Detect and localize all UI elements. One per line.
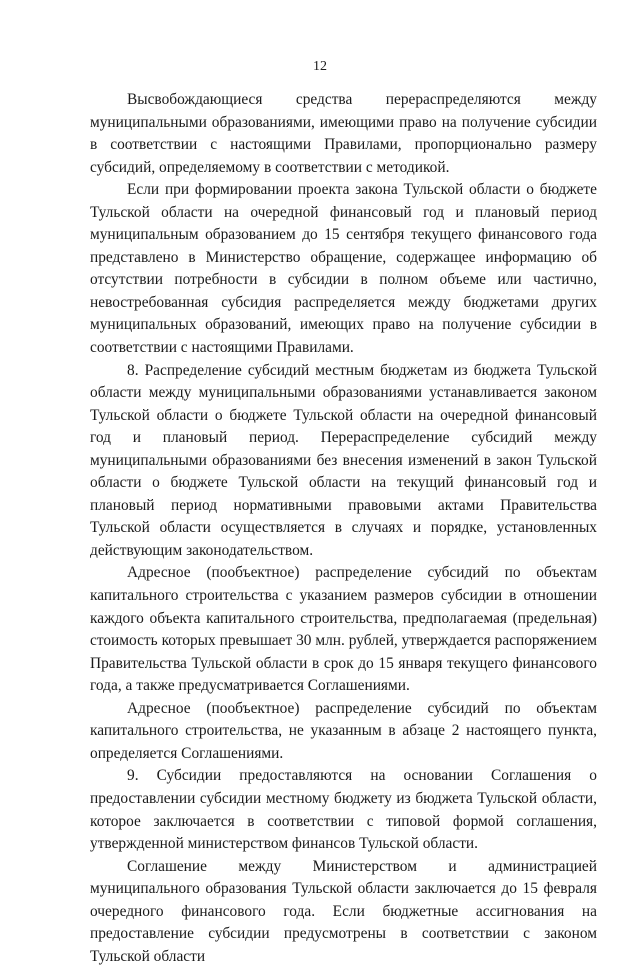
paragraph-address-distribution-other: Адресное (пообъектное) распределение субсидий по объектам капитального строительства, не указанным в абзаце 2 настоящего пункта, определяется Соглашениями.	[90, 699, 597, 762]
document-body	[90, 89, 597, 968]
paragraph-item-9: 9. Субсидии предоставляются на основании Соглашения о предоставлении субсидии местному бюджету из бюджета Тульской области, которое заключается в соответствии с типовой формой соглашения, утвержденной министерством финансов Тульской области.	[90, 767, 597, 853]
paragraph-redistribution: Высвобождающиеся средства перераспределяются между муниципальными образованиями, имеющими право на получение субсидии в соответствии с настоящими Правилами, пропорционально размеру субсидий, определяемому в соответствии с методикой.	[90, 91, 597, 176]
paragraph-item-8: 8. Распределение субсидий местным бюджетам из бюджета Тульской области между муниципальными образованиями устанавливается законом Тульской области о бюджете Тульской области на очередной финансовый год и плановый период. Перераспределение субсидий между муниципальными образованиями без внесения изменений в закон Тульской области о бюджете Тульской области на текущий финансовый год и плановый период нормативными правовыми актами Правительства Тульской области осуществляется в случаях и порядке, установленных действующим законодательством.	[90, 361, 597, 559]
paragraph-unclaimed-subsidy: Если при формировании проекта закона Тульской области о бюджете Тульской области на очередной финансовый год и плановый период муниципальным образованием до 15 сентября текущего финансового года представлено в Министерство обращение, содержащее информацию об отсутствии потребности в субсидии в полном объеме или частично, невостребованная субсидия распределяется между бюджетами других муниципальных образований, имеющих право на получение субсидии в соответствии с настоящими Правилами.	[90, 181, 597, 357]
paragraph-agreement-deadline: Соглашение между Министерством и администрацией муниципального образования Тульской области заключается до 15 февраля очередного финансового года. Если бюджетные ассигнования на предоставление субсидии предусмотрены в соответствии с законом Тульской области	[90, 857, 597, 965]
paragraph-address-distribution-over-30m: Адресное (пообъектное) распределение субсидий по объектам капитального строительства с указанием размеров субсидии в отношении каждого объекта капитального строительства, предполагаемая (предельная) стоимость которых превышает 30 млн. рублей, утверждается распоряжением Правительства Тульской области в срок до 15 января текущего финансового года, а также предусматривается Соглашениями.	[90, 564, 597, 695]
page-number: 12	[313, 59, 327, 74]
